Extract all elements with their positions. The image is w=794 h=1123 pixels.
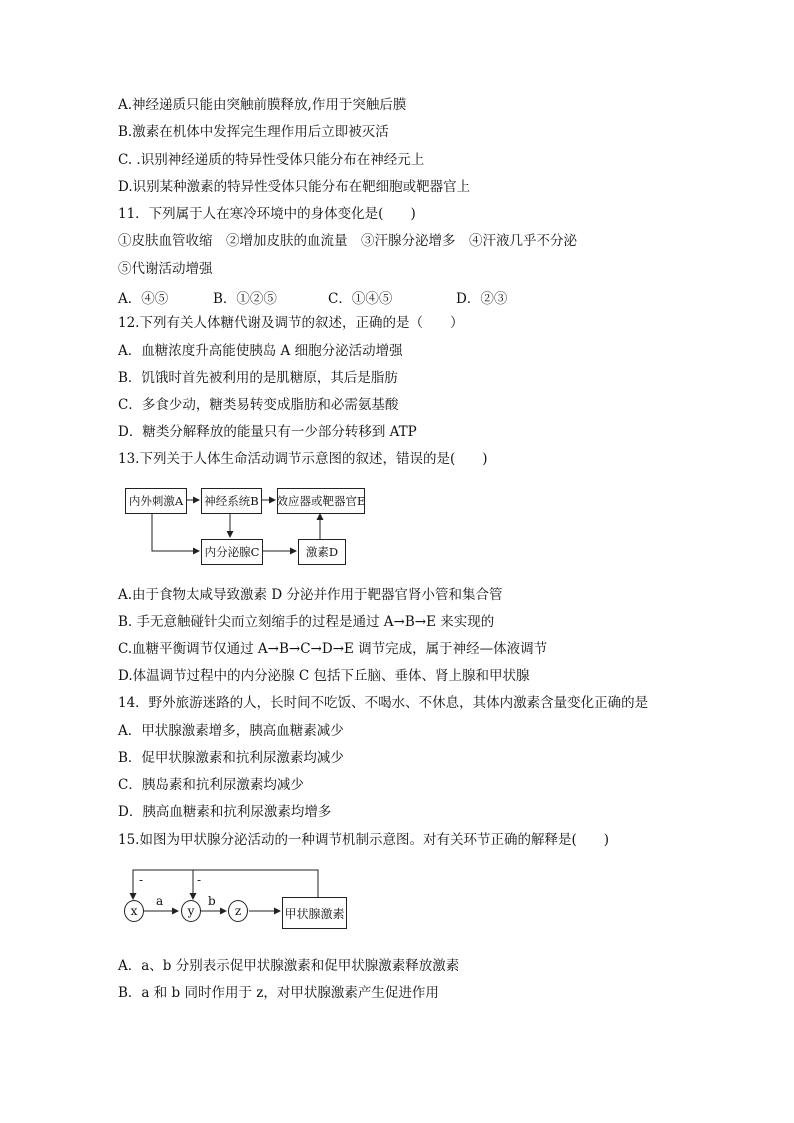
q12-option-a: A．血糖浓度升高能使胰岛 A 细胞分泌活动增强 <box>118 343 403 359</box>
q11-option-b: B．①②⑤ <box>213 291 277 307</box>
q13-box-effector: 效应器或靶器官E <box>277 488 365 514</box>
q11-stem: 11．下列属于人在寒冷环境中的身体变化是( ) <box>118 206 416 222</box>
q14-option-d: D．胰高血糖素和抗利尿激素均增多 <box>118 804 332 820</box>
q15-stem: 15.如图为甲状腺分泌活动的一种调节机制示意图。对有关环节正确的解释是( ) <box>118 832 610 848</box>
q15-feedback-minus-1: - <box>139 873 144 887</box>
q13-box-nervous-system: 神经系统B <box>201 488 262 514</box>
q11-option-c: C．①④⑤ <box>328 291 393 307</box>
q14-stem: 14．野外旅游迷路的人，长时间不吃饭、不喝水、不休息，其体内激素含量变化正确的是 <box>118 695 649 711</box>
q14-option-c: C．胰岛素和抗利尿激素均减少 <box>118 777 304 793</box>
q11-option-d: D．②③ <box>456 291 508 307</box>
q12-option-d: D．糖类分解释放的能量只有一少部分转移到 ATP <box>118 424 417 440</box>
q15-node-y: y <box>181 900 201 922</box>
q13-box-endocrine-gland: 内分泌腺C <box>201 539 263 565</box>
q15-label-b: b <box>208 894 216 908</box>
q12-option-b: B．饥饿时首先被利用的是肌糖原，其后是脂肪 <box>118 370 398 386</box>
q14-option-b: B．促甲状腺激素和抗利尿激素均减少 <box>118 750 344 766</box>
q15-option-b: B．a 和 b 同时作用于 z，对甲状腺激素产生促进作用 <box>118 985 439 1001</box>
q15-option-a: A．a、b 分别表示促甲状腺激素和促甲状腺激素释放激素 <box>118 958 460 974</box>
q13-option-c: C.血糖平衡调节仅通过 A→B→C→D→E 调节完成，属于神经—体液调节 <box>118 641 548 657</box>
q15-label-a: a <box>156 894 164 908</box>
q13-box-hormone: 激素D <box>298 539 346 565</box>
q11-options <box>118 287 678 305</box>
q14-option-a: A．甲状腺激素增多，胰高血糖素减少 <box>118 723 344 739</box>
q15-box-thyroid-hormone: 甲状腺激素 <box>282 897 347 929</box>
q13-option-a: A.由于食物太咸导致激素 D 分泌并作用于靶器官肾小管和集合管 <box>118 587 503 603</box>
q11-items: ①皮肤血管收缩 ②增加皮肤的血流量 ③汗腺分泌增多 ④汗液几乎不分泌 <box>118 233 577 249</box>
q12-stem: 12.下列有关人体糖代谢及调节的叙述，正确的是（ ） <box>118 315 464 331</box>
q12-option-c: C．多食少动，糖类易转变成脂肪和必需氨基酸 <box>118 397 399 413</box>
q10-option-a: A.神经递质只能由突触前膜释放,作用于突触后膜 <box>118 97 407 113</box>
q11-option-a: A．④⑤ <box>118 291 169 307</box>
q10-option-b: B.激素在机体中发挥完生理作用后立即被灭活 <box>118 124 389 140</box>
q10-option-c: C. .识别神经递质的特异性受体只能分布在神经元上 <box>118 152 425 168</box>
q13-box-stimulus: 内外刺激A <box>125 488 187 514</box>
q11-items-2: ⑤代谢活动增强 <box>118 261 213 277</box>
q13-option-b: B. 手无意触碰针尖而立刻缩手的过程是通过 A→B→E 来实现的 <box>118 614 495 630</box>
q13-stem: 13.下列关于人体生命活动调节示意图的叙述，错误的是( ) <box>118 451 488 467</box>
q15-node-z: z <box>228 900 248 922</box>
q15-feedback-minus-2: - <box>197 873 202 887</box>
q13-option-d: D.体温调节过程中的内分泌腺 C 包括下丘脑、垂体、肾上腺和甲状腺 <box>118 668 530 684</box>
q15-node-x: x <box>124 900 144 922</box>
q10-option-d: D.识别某种激素的特异性受体只能分布在靶细胞或靶器官上 <box>118 179 471 195</box>
